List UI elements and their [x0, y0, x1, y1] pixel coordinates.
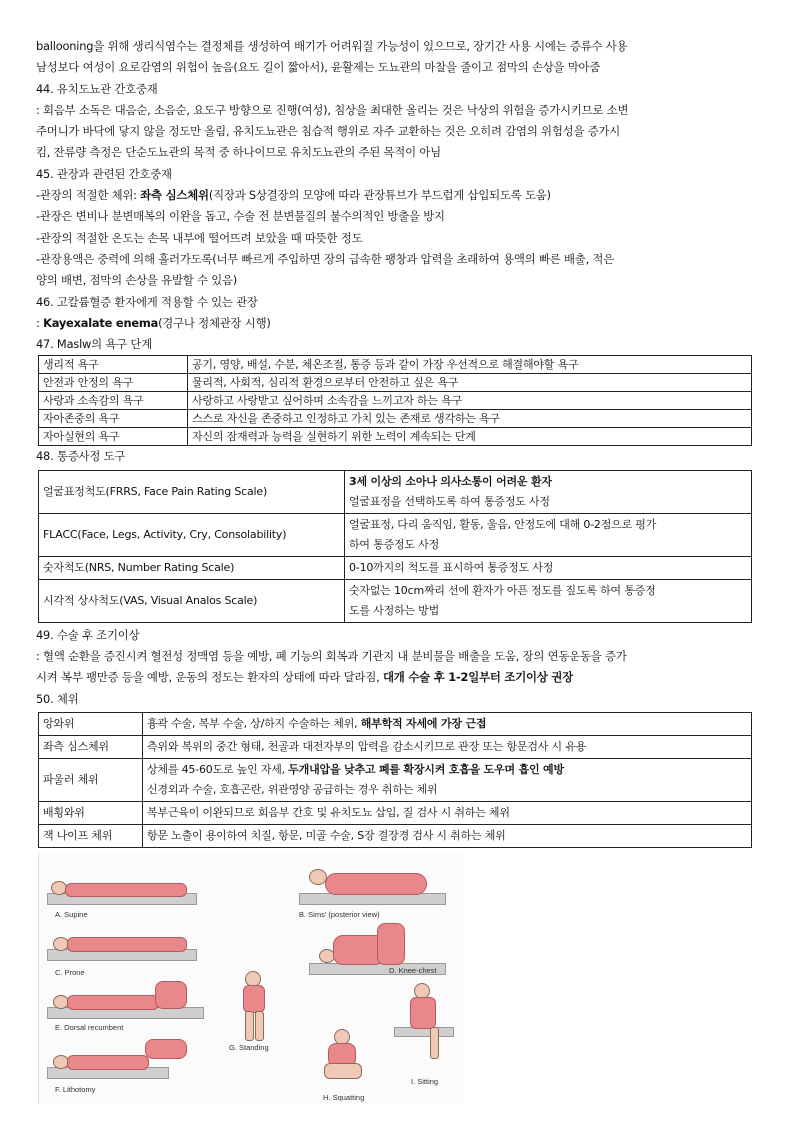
scale-description	[345, 470, 752, 513]
text-line	[36, 667, 758, 688]
text-segment: 47. Maslw의 욕구 단계	[36, 337, 153, 352]
description-line: 얼굴표정, 다리 움직임, 활동, 울음, 안정도에 대해 0-2점으로 평가	[349, 517, 657, 531]
description-line: 0-10까지의 척도를 표시하여 통증정도 사정	[349, 560, 554, 574]
bold-text: 해부학적 자세에 가장 근접	[360, 716, 487, 730]
text-line	[36, 292, 758, 313]
table-row	[39, 374, 752, 392]
text-segment: 측위와 복위의 중간 형태, 천골과 대전자부의 압력을 감소시키므로 관장 또는 항문검사 시 유용	[147, 739, 587, 753]
description-line	[147, 783, 437, 796]
scale-name: FLACC(Face, Legs, Activity, Cry, Consolability)	[39, 513, 345, 556]
need-label: 사랑과 소속감의 욕구	[39, 392, 188, 410]
text-block-49	[36, 625, 758, 710]
position-name: 파울러 체위	[39, 758, 143, 801]
description-line: 얼굴표정을 선택하도록 하여 통증정도 사정	[349, 494, 550, 508]
figure-dorsal-recumbent	[47, 973, 207, 1023]
text-segment: -관장의 적절한 체위:	[36, 188, 141, 203]
text-segment: 44. 유치도뇨관 간호중재	[36, 81, 158, 96]
text-segment: -관장의 적절한 온도는 손목 내부에 떨어뜨려 보았을 때 따뜻한 정도	[36, 230, 363, 245]
bold-text: 두개내압을 낮추고 폐를 확장시켜 호흡을 도우며 흡인 예방	[288, 762, 564, 776]
bold-text: Kayexalate enema	[43, 315, 159, 330]
text-segment: 항문 노출이 용이하여 치질, 항문, 미골 수술, S장 결장경 검사 시 취하는 체위	[147, 828, 506, 842]
text-segment: 46. 고칼륨혈증 환자에게 적용할 수 있는 관장	[36, 294, 258, 309]
table-row	[39, 735, 752, 758]
description-line	[147, 740, 586, 753]
text-segment: 남성보다 여성이 요로감염의 위험이 높음(요도 길이 짧아서), 윤활제는 도뇨관의 마찰을 줄이고 점막의 손상을 막아줌	[36, 60, 601, 75]
position-table	[38, 712, 752, 848]
need-label: 자아실현의 욕구	[39, 428, 188, 446]
table-row	[39, 758, 752, 801]
description-line	[147, 717, 486, 730]
position-name: 배횡와위	[39, 801, 143, 824]
text-segment: 주머니가 바닥에 닿지 않을 정도만 올림, 유치도뇨관은 침습적 행위로 자주 교환하는 것은 오히려 감염의 위험성을 증가시	[36, 124, 621, 139]
figure-prone	[47, 925, 197, 965]
text-segment: 양의 배변, 점막의 손상을 유발할 수 있음)	[36, 273, 238, 288]
text-segment: (경구나 정체관장 시행)	[158, 315, 271, 330]
text-segment: : 회음부 소독은 대음순, 소음순, 요도구 방향으로 진행(여성), 침상을 최대한 올리는 것은 낙상의 위험을 증가시키므로 소변	[36, 102, 629, 117]
text-segment: 킴, 잔류량 측정은 단순도뇨관의 목적 중 하나이므로 유치도뇨관의 주된 목적이 아님	[36, 145, 441, 160]
bold-text: 좌측 심스체위	[140, 188, 209, 203]
figure-standing	[229, 971, 279, 1041]
text-segment: :	[36, 315, 44, 330]
need-description: 사랑하고 사랑받고 싶어하며 소속감을 느끼고자 하는 욕구	[188, 392, 752, 410]
position-description	[143, 758, 752, 801]
need-label: 안전과 안정의 욕구	[39, 374, 188, 392]
need-description: 공기, 영양, 배설, 수분, 체온조절, 통증 등과 같이 가장 우선적으로 해결해야할 욕구	[188, 356, 752, 374]
text-segment: 흉곽 수술, 복부 수술, 상/하지 수술하는 체위,	[147, 716, 361, 730]
scale-name: 얼굴표정척도(FRRS, Face Pain Rating Scale)	[39, 470, 345, 513]
table-row	[39, 410, 752, 428]
figure-supine	[47, 871, 197, 911]
text-line	[36, 334, 758, 355]
need-description: 물리적, 사회적, 심리적 환경으로부터 안전하고 싶은 욕구	[188, 374, 752, 392]
text-line	[36, 313, 758, 334]
scale-description	[345, 556, 752, 579]
text-segment: -관장용액은 중력에 의해 흘러가도록(너무 빠르게 주입하면 장의 급속한 팽창과 압력을 초래하여 용액의 빠른 배출, 적은	[36, 251, 615, 266]
position-description	[143, 735, 752, 758]
position-description	[143, 801, 752, 824]
table-row	[39, 392, 752, 410]
table-row	[39, 801, 752, 824]
position-description	[143, 712, 752, 735]
positions-illustration	[38, 853, 463, 1104]
position-name: 앙와위	[39, 712, 143, 735]
text-line	[36, 185, 758, 206]
table-row	[39, 470, 752, 513]
text-segment: 시켜 복부 팽만증 등을 예방, 운동의 정도는 환자의 상태에 따라 달라짐,	[36, 670, 383, 685]
table-row	[39, 356, 752, 374]
text-segment: 45. 관장과 관련된 간호중재	[36, 166, 172, 181]
caption-c: C. Prone	[55, 967, 85, 977]
caption-g: G. Standing	[229, 1042, 269, 1052]
document-page	[36, 36, 758, 1104]
description-line: 하여 통증정도 사정	[349, 537, 440, 551]
pain-scale-table	[38, 470, 752, 623]
caption-d: D. Knee-chest	[389, 965, 437, 975]
text-line	[36, 625, 758, 646]
table-row	[39, 556, 752, 579]
caption-e: E. Dorsal recumbent	[55, 1022, 124, 1032]
text-line	[36, 164, 758, 185]
table-row	[39, 428, 752, 446]
table-row	[39, 712, 752, 735]
text-segment: ballooning을 위해 생리식염수는 결정체를 생성하여 배기가 어려워질 가능성이 있으므로, 장기간 사용 시에는 증류수 사용	[36, 39, 628, 53]
need-label: 생리적 욕구	[39, 356, 188, 374]
text-segment: (직장과 S상결장의 모양에 따라 관장튜브가 부드럽게 삽입되도록 도움)	[208, 188, 551, 203]
position-name: 좌측 심스체위	[39, 735, 143, 758]
text-line	[36, 79, 758, 100]
scale-description	[345, 513, 752, 556]
text-segment: 49. 수술 후 조기이상	[36, 627, 140, 642]
caption-h: H. Squatting	[323, 1092, 365, 1102]
text-segment: 50. 체위	[36, 691, 79, 706]
figure-sitting	[394, 983, 454, 1063]
caption-b: B. Sims' (posterior view)	[299, 909, 380, 919]
text-segment: -관장은 변비나 분변매복의 이완을 돕고, 수술 전 분변물질의 불수의적인 방출을 방지	[36, 209, 445, 224]
description-line	[147, 806, 510, 819]
text-segment: : 혈액 순환을 증진시켜 혈전성 정맥염 등을 예방, 폐 기능의 회복과 기관지 내 분비물을 배출을 도움, 장의 연동운동을 증가	[36, 649, 627, 664]
text-line	[36, 142, 758, 163]
text-line	[36, 270, 758, 291]
bold-text: 대개 수술 후 1-2일부터 조기이상 권장	[382, 670, 574, 685]
text-segment: 상체를 45-60도로 높인 자세,	[147, 762, 289, 776]
caption-i: I. Sitting	[411, 1076, 439, 1086]
figure-sims	[289, 855, 449, 910]
position-description	[143, 824, 752, 847]
caption-a: A. Supine	[55, 909, 88, 919]
position-name: 잭 나이프 체위	[39, 824, 143, 847]
text-line	[36, 689, 758, 710]
text-line	[36, 646, 758, 667]
text-line	[36, 100, 758, 121]
maslow-table	[38, 355, 752, 446]
figure-squatting	[314, 1029, 374, 1089]
text-line	[36, 228, 758, 249]
need-description: 스스로 자신을 존중하고 인정하고 가치 있는 존재로 생각하는 욕구	[188, 410, 752, 428]
text-segment: 신경외과 수술, 호흡곤란, 위관영양 공급하는 경우 취하는 체위	[147, 782, 438, 796]
text-line	[36, 121, 758, 142]
text-segment: 복부근육이 이완되므로 회음부 간호 및 유치도뇨 삽입, 질 검사 시 취하는 체위	[147, 805, 510, 819]
heading-48: 48. 통증사정 도구	[36, 449, 126, 464]
text-block-top	[36, 36, 758, 355]
text-line	[36, 206, 758, 227]
text-line	[36, 36, 758, 57]
need-label: 자아존중의 욕구	[39, 410, 188, 428]
table-row	[39, 579, 752, 622]
table-row	[39, 824, 752, 847]
scale-name: 숫자척도(NRS, Number Rating Scale)	[39, 556, 345, 579]
caption-f: F. Lithotomy	[55, 1084, 96, 1094]
figure-lithotomy	[47, 1035, 207, 1085]
description-line: 3세 이상의 소아나 의사소통이 어려운 환자	[349, 474, 552, 488]
description-line	[147, 829, 506, 842]
table-row	[39, 513, 752, 556]
scale-name: 시각적 상사척도(VAS, Visual Analos Scale)	[39, 579, 345, 622]
scale-description	[345, 579, 752, 622]
need-description: 자신의 잠재력과 능력을 실현하기 위한 노력이 계속되는 단계	[188, 428, 752, 446]
description-line: 숫자없는 10cm짜리 선에 환자가 아픈 정도를 짚도록 하여 통증정	[349, 583, 656, 597]
text-line	[36, 249, 758, 270]
description-line: 도를 사정하는 방법	[349, 603, 440, 617]
description-line	[147, 763, 564, 776]
text-line	[36, 57, 758, 78]
